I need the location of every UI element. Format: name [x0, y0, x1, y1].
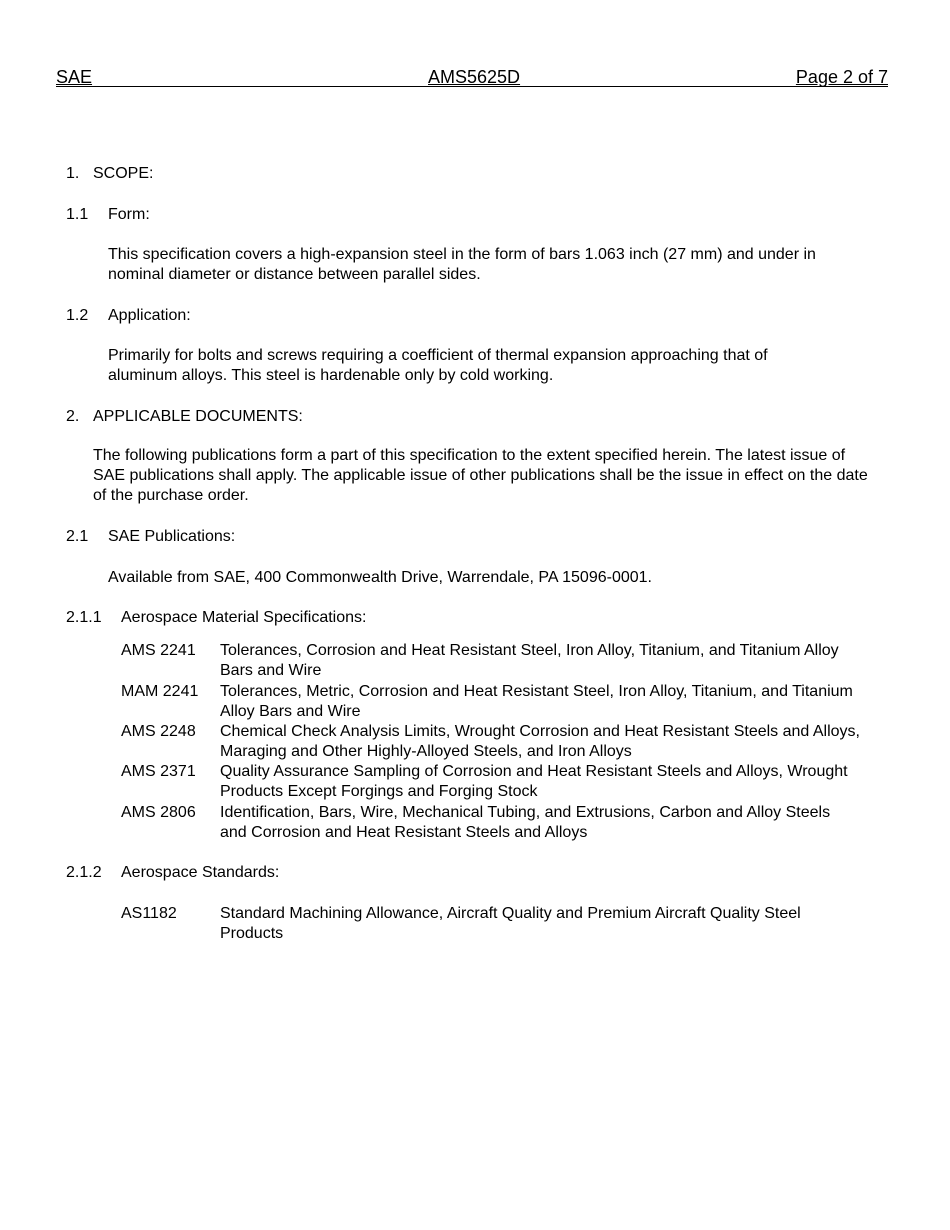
section-2-number: 2.: [66, 408, 80, 425]
spec-title: Tolerances, Metric, Corrosion and Heat Resistant Steel, Iron Alloy, Titanium, and Titanium Alloy Bars and Wire: [220, 683, 853, 720]
section-2-1-1-title: Aerospace Material Specifications:: [121, 609, 367, 626]
section-1-2-title: Application:: [108, 307, 191, 324]
section-1-1-body: This specification covers a high-expansion steel in the form of bars 1.063 inch (27 mm) and under in nominal diameter or distance between parallel sides.: [108, 246, 816, 283]
section-2-title: APPLICABLE DOCUMENTS:: [93, 408, 303, 425]
spec-code: AMS 2248: [121, 723, 196, 740]
spec-title: Identification, Bars, Wire, Mechanical Tubing, and Extrusions, Carbon and Alloy Steels and Corrosion and Heat Resistant Steels and Alloys: [220, 804, 831, 841]
section-1-number: 1.: [66, 165, 80, 182]
section-1-1-title: Form:: [108, 206, 150, 223]
header-page-number: Page 2 of 7: [795, 67, 888, 87]
section-2-1-body: Available from SAE, 400 Commonwealth Drive, Warrendale, PA 15096-0001.: [108, 569, 652, 586]
section-1-2-number: 1.2: [66, 307, 89, 324]
section-1-2-body: Primarily for bolts and screws requiring a coefficient of thermal expansion approaching that of aluminum alloys. This steel is hardenable only by cold working.: [108, 347, 768, 384]
spec-code: AMS 2806: [121, 804, 196, 821]
header-left: SAE: [56, 67, 93, 87]
section-2-1-title: SAE Publications:: [108, 528, 236, 545]
section-1-title: SCOPE:: [93, 165, 154, 182]
header-rule: [56, 86, 888, 87]
spec-title: Tolerances, Corrosion and Heat Resistant Steel, Iron Alloy, Titanium, and Titanium Alloy Bars and Wire: [220, 642, 839, 679]
section-1-1-number: 1.1: [66, 206, 89, 223]
standard-code: AS1182: [121, 905, 177, 922]
section-2-1-2-title: Aerospace Standards:: [121, 864, 280, 881]
section-2-1-1-number: 2.1.1: [66, 609, 102, 626]
spec-code: AMS 2241: [121, 642, 196, 659]
section-2-1-2-number: 2.1.2: [66, 864, 102, 881]
header-doc-number: AMS5625D: [428, 67, 521, 87]
standard-title: Standard Machining Allowance, Aircraft Quality and Premium Aircraft Quality Steel Products: [220, 905, 801, 942]
spec-title: Chemical Check Analysis Limits, Wrought Corrosion and Heat Resistant Steels and Alloys, Maraging and Other Highly-Alloyed Steels, and Iron Alloys: [220, 723, 860, 760]
spec-title: Quality Assurance Sampling of Corrosion and Heat Resistant Steels and Alloys, Wrought Products Except Forgings and Forging Stock: [220, 763, 848, 800]
spec-code: MAM 2241: [121, 683, 199, 700]
spec-code: AMS 2371: [121, 763, 196, 780]
section-2-1-number: 2.1: [66, 528, 89, 545]
section-2-body: The following publications form a part of this specification to the extent specified herein. The latest issue of SAE publications shall apply. The applicable issue of other publications shall be the issue in effect on the date of the purchase order.: [93, 447, 868, 504]
